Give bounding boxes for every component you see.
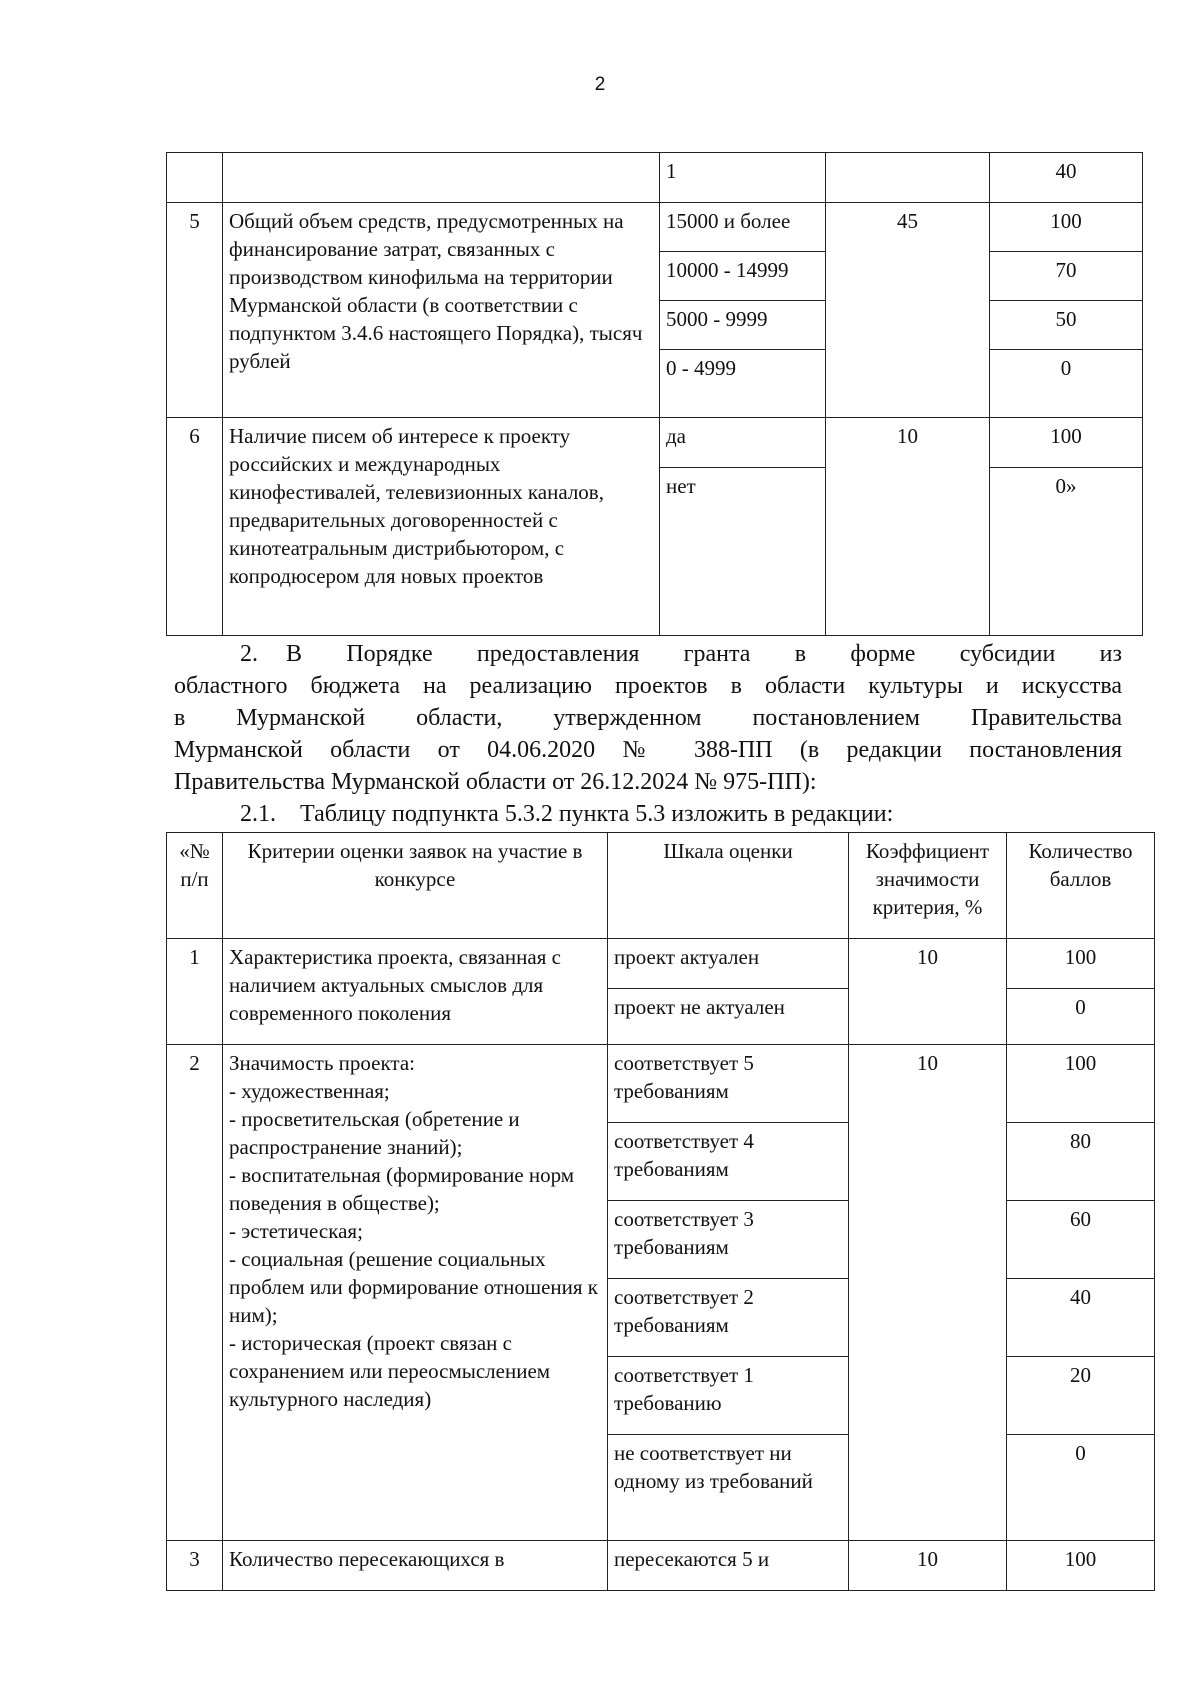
cell-num: 5	[167, 203, 223, 418]
criterion-line: - просветительская (обретение и распространение знаний);	[229, 1107, 520, 1159]
cell-criterion	[223, 1045, 608, 1541]
cell-scale: соответствует 2 требованиям	[608, 1279, 849, 1357]
cell-scale: проект не актуален	[608, 989, 849, 1045]
table-row	[167, 153, 1143, 203]
header-coef: Коэффициент значимости критерия, %	[849, 833, 1007, 939]
cell-scale: 0 - 4999	[660, 350, 826, 418]
para-line: в Мурманской области, утвержденном постановлением Правительства	[174, 705, 1122, 731]
cell-points: 100	[1007, 939, 1155, 989]
table-row	[167, 203, 1143, 252]
para-line	[174, 798, 1122, 830]
criterion-line: Значимость проекта:	[229, 1051, 416, 1075]
criterion-line: - воспитательная (формирование норм поведения в обществе);	[229, 1163, 575, 1215]
cell-scale: пересекаются 5 и	[608, 1541, 849, 1591]
cell-points: 60	[1007, 1201, 1155, 1279]
para-line: Правительства Мурманской области от 26.12.2024 № 975-ПП):	[174, 769, 817, 795]
criterion-line: - историческая (проект связан с сохранением или переосмыслением культурного наследия)	[229, 1331, 551, 1411]
cell-points: 0	[1007, 1435, 1155, 1541]
criterion-line: - эстетическая;	[229, 1219, 363, 1243]
cell-points: 100	[990, 203, 1143, 252]
para-line	[174, 638, 1122, 670]
cell-points: 40	[1007, 1279, 1155, 1357]
criteria-table-continued	[166, 152, 1143, 636]
cell-points: 80	[1007, 1123, 1155, 1201]
criterion-line: - социальная (решение социальных проблем или формирование отношения к ним);	[229, 1247, 598, 1327]
table-row	[167, 939, 1155, 989]
cell-scale: соответствует 3 требованиям	[608, 1201, 849, 1279]
para-text: В Порядке предоставления гранта в форме субсидии из	[286, 641, 1122, 667]
cell-scale: соответствует 1 требованию	[608, 1357, 849, 1435]
criterion-line: - художественная;	[229, 1079, 390, 1103]
cell-coef: 45	[826, 203, 990, 418]
table-row	[167, 1045, 1155, 1123]
subpara-number: 2.1.	[240, 801, 276, 827]
cell-coef: 10	[849, 1541, 1007, 1591]
cell-num: 6	[167, 418, 223, 636]
cell-scale: не соответствует ни одному из требований	[608, 1435, 849, 1541]
cell-points: 40	[990, 153, 1143, 203]
header-num: «№ п/п	[167, 833, 223, 939]
cell-coef: 10	[826, 418, 990, 636]
cell-criterion: Количество пересекающихся в	[223, 1541, 608, 1591]
para-number: 2.	[240, 641, 258, 667]
cell-criterion	[223, 153, 660, 203]
cell-num: 2	[167, 1045, 223, 1541]
cell-scale: 1	[660, 153, 826, 203]
page-number: 2	[594, 74, 606, 95]
cell-points: 70	[990, 252, 1143, 301]
cell-points: 100	[1007, 1045, 1155, 1123]
cell-criterion: Общий объем средств, предусмотренных на финансирование затрат, связанных с производством кинофильма на территории Мурманской области (в соответствии с подпунктом 3.4.6 настоящего Порядка), тысяч рублей	[223, 203, 660, 418]
cell-points: 20	[1007, 1357, 1155, 1435]
cell-num: 1	[167, 939, 223, 1045]
table-row	[167, 1541, 1155, 1591]
cell-scale: соответствует 4 требованиям	[608, 1123, 849, 1201]
subpara-text: Таблицу подпункта 5.3.2 пункта 5.3 изложить в редакции:	[300, 801, 894, 827]
cell-num: 3	[167, 1541, 223, 1591]
cell-scale: проект актуален	[608, 939, 849, 989]
para-line: областного бюджета на реализацию проектов в области культуры и искусства	[174, 673, 1122, 699]
header-scale: Шкала оценки	[608, 833, 849, 939]
cell-scale: 15000 и более	[660, 203, 826, 252]
cell-scale: соответствует 5 требованиям	[608, 1045, 849, 1123]
amendment-paragraph	[174, 638, 1122, 830]
table-header-row	[167, 833, 1155, 939]
cell-criterion: Характеристика проекта, связанная с наличием актуальных смыслов для современного поколения	[223, 939, 608, 1045]
cell-points: 0»	[990, 468, 1143, 636]
cell-coef: 10	[849, 1045, 1007, 1541]
cell-coef: 10	[849, 939, 1007, 1045]
cell-scale: 5000 - 9999	[660, 301, 826, 350]
para-line: Мурманской области от 04.06.2020 № 388-ПП (в редакции постановления	[174, 737, 1122, 763]
cell-num	[167, 153, 223, 203]
cell-points: 0	[1007, 989, 1155, 1045]
header-points: Количество баллов	[1007, 833, 1155, 939]
cell-scale: да	[660, 418, 826, 468]
cell-scale: нет	[660, 468, 826, 636]
cell-coef	[826, 153, 990, 203]
criteria-table	[166, 832, 1155, 1591]
cell-points: 100	[990, 418, 1143, 468]
table-row	[167, 418, 1143, 468]
cell-scale: 10000 - 14999	[660, 252, 826, 301]
cell-points: 50	[990, 301, 1143, 350]
cell-points: 0	[990, 350, 1143, 418]
cell-criterion: Наличие писем об интересе к проекту российских и международных кинофестивалей, телевизионных каналов, предварительных договоренностей с кинотеатральным дистрибьютором, с копродюсером для новых проектов	[223, 418, 660, 636]
cell-points: 100	[1007, 1541, 1155, 1591]
header-criterion: Критерии оценки заявок на участие в конкурсе	[223, 833, 608, 939]
